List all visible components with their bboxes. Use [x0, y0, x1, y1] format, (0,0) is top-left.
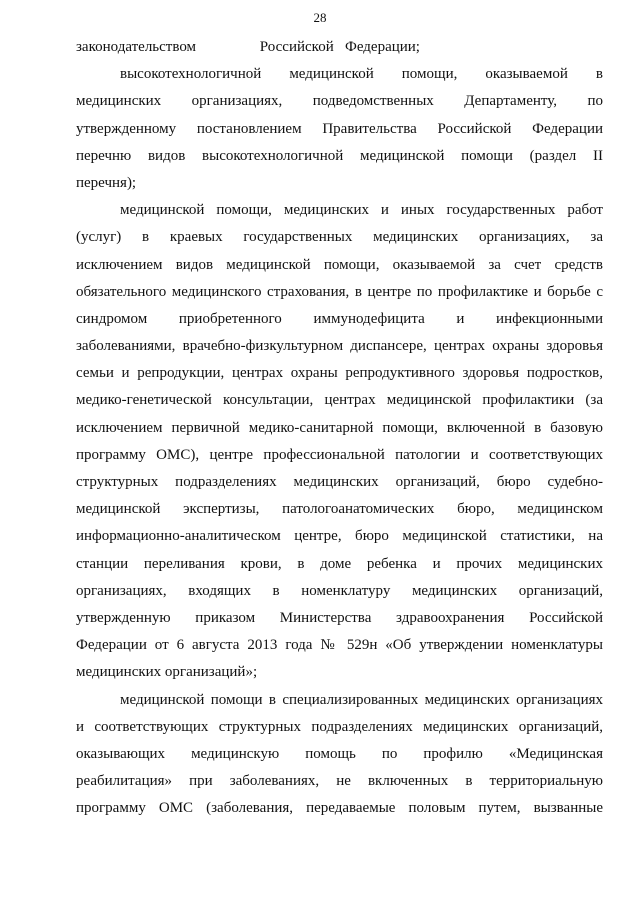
- document-body: [76, 34, 603, 822]
- text-line: оказывающих медицинскую помощь по профилю «Медицинская: [76, 745, 603, 762]
- text-line: медицинской экспертизы, патологоанатомических бюро, медицинском: [76, 501, 603, 518]
- page-number: 28: [313, 10, 327, 25]
- text-line: структурных подразделениях медицинских организаций, бюро судебно-: [76, 474, 603, 490]
- text-line: Федерации от 6 августа 2013 года № 529н «Об утверждении номенклатуры: [76, 637, 603, 654]
- text-line: заболеваниями, врачебно-физкультурном диспансере, центрах охраны здоровья: [76, 338, 603, 355]
- text-line: обязательного медицинского страхования, в центре по профилактике и борьбе с: [76, 283, 603, 300]
- text-line: перечня);: [76, 174, 137, 191]
- text-line: медицинских организациях, подведомственных Департаменту, по: [76, 93, 603, 110]
- text-line: синдромом приобретенного иммунодефицита и инфекционными: [76, 310, 603, 327]
- text-line: утвержденному постановлением Правительства Российской Федерации: [76, 120, 603, 137]
- text-line: станции переливания крови, в доме ребенка и прочих медицинских: [76, 555, 603, 572]
- text-line: медицинских организаций»;: [76, 664, 258, 681]
- text-line: исключением первичной медико-санитарной помощи, включенной в базовую: [76, 419, 603, 436]
- text-line: организациях, входящих в номенклатуру медицинских организаций,: [76, 582, 603, 599]
- text-line: медицинской помощи в специализированных медицинских организациях: [120, 691, 603, 708]
- text-line: исключением видов медицинской помощи, оказываемой за счет средств: [76, 256, 603, 273]
- text-line: медицинской помощи, медицинских и иных государственных работ: [120, 202, 603, 219]
- text-line: высокотехнологичной медицинской помощи, оказываемой в: [120, 66, 603, 83]
- text-line: (услуг) в краевых государственных медицинских организациях, за: [76, 229, 603, 246]
- text-line: информационно-аналитическом центре, бюро медицинской статистики, на: [76, 528, 603, 545]
- text-line: медико-генетической консультации, центрах медицинской профилактики (за: [76, 392, 603, 409]
- text-line: и соответствующих структурных подразделениях медицинских организаций,: [76, 718, 603, 735]
- text-line: утвержденную приказом Министерства здравоохранения Российской: [76, 609, 603, 626]
- text-line: перечню видов высокотехнологичной медицинской помощи (раздел II: [76, 147, 603, 164]
- text-line: законодательством Российской Федерации;: [76, 39, 420, 55]
- text-line: программу ОМС), центре профессиональной патологии и соответствующих: [76, 446, 603, 463]
- text-line: реабилитация» при заболеваниях, не включенных в территориальную: [76, 773, 603, 790]
- text-line: семьи и репродукции, центрах охраны репродуктивного здоровья подростков,: [76, 365, 603, 382]
- text-line: программу ОМС (заболевания, передаваемые половым путем, вызванные: [76, 800, 603, 817]
